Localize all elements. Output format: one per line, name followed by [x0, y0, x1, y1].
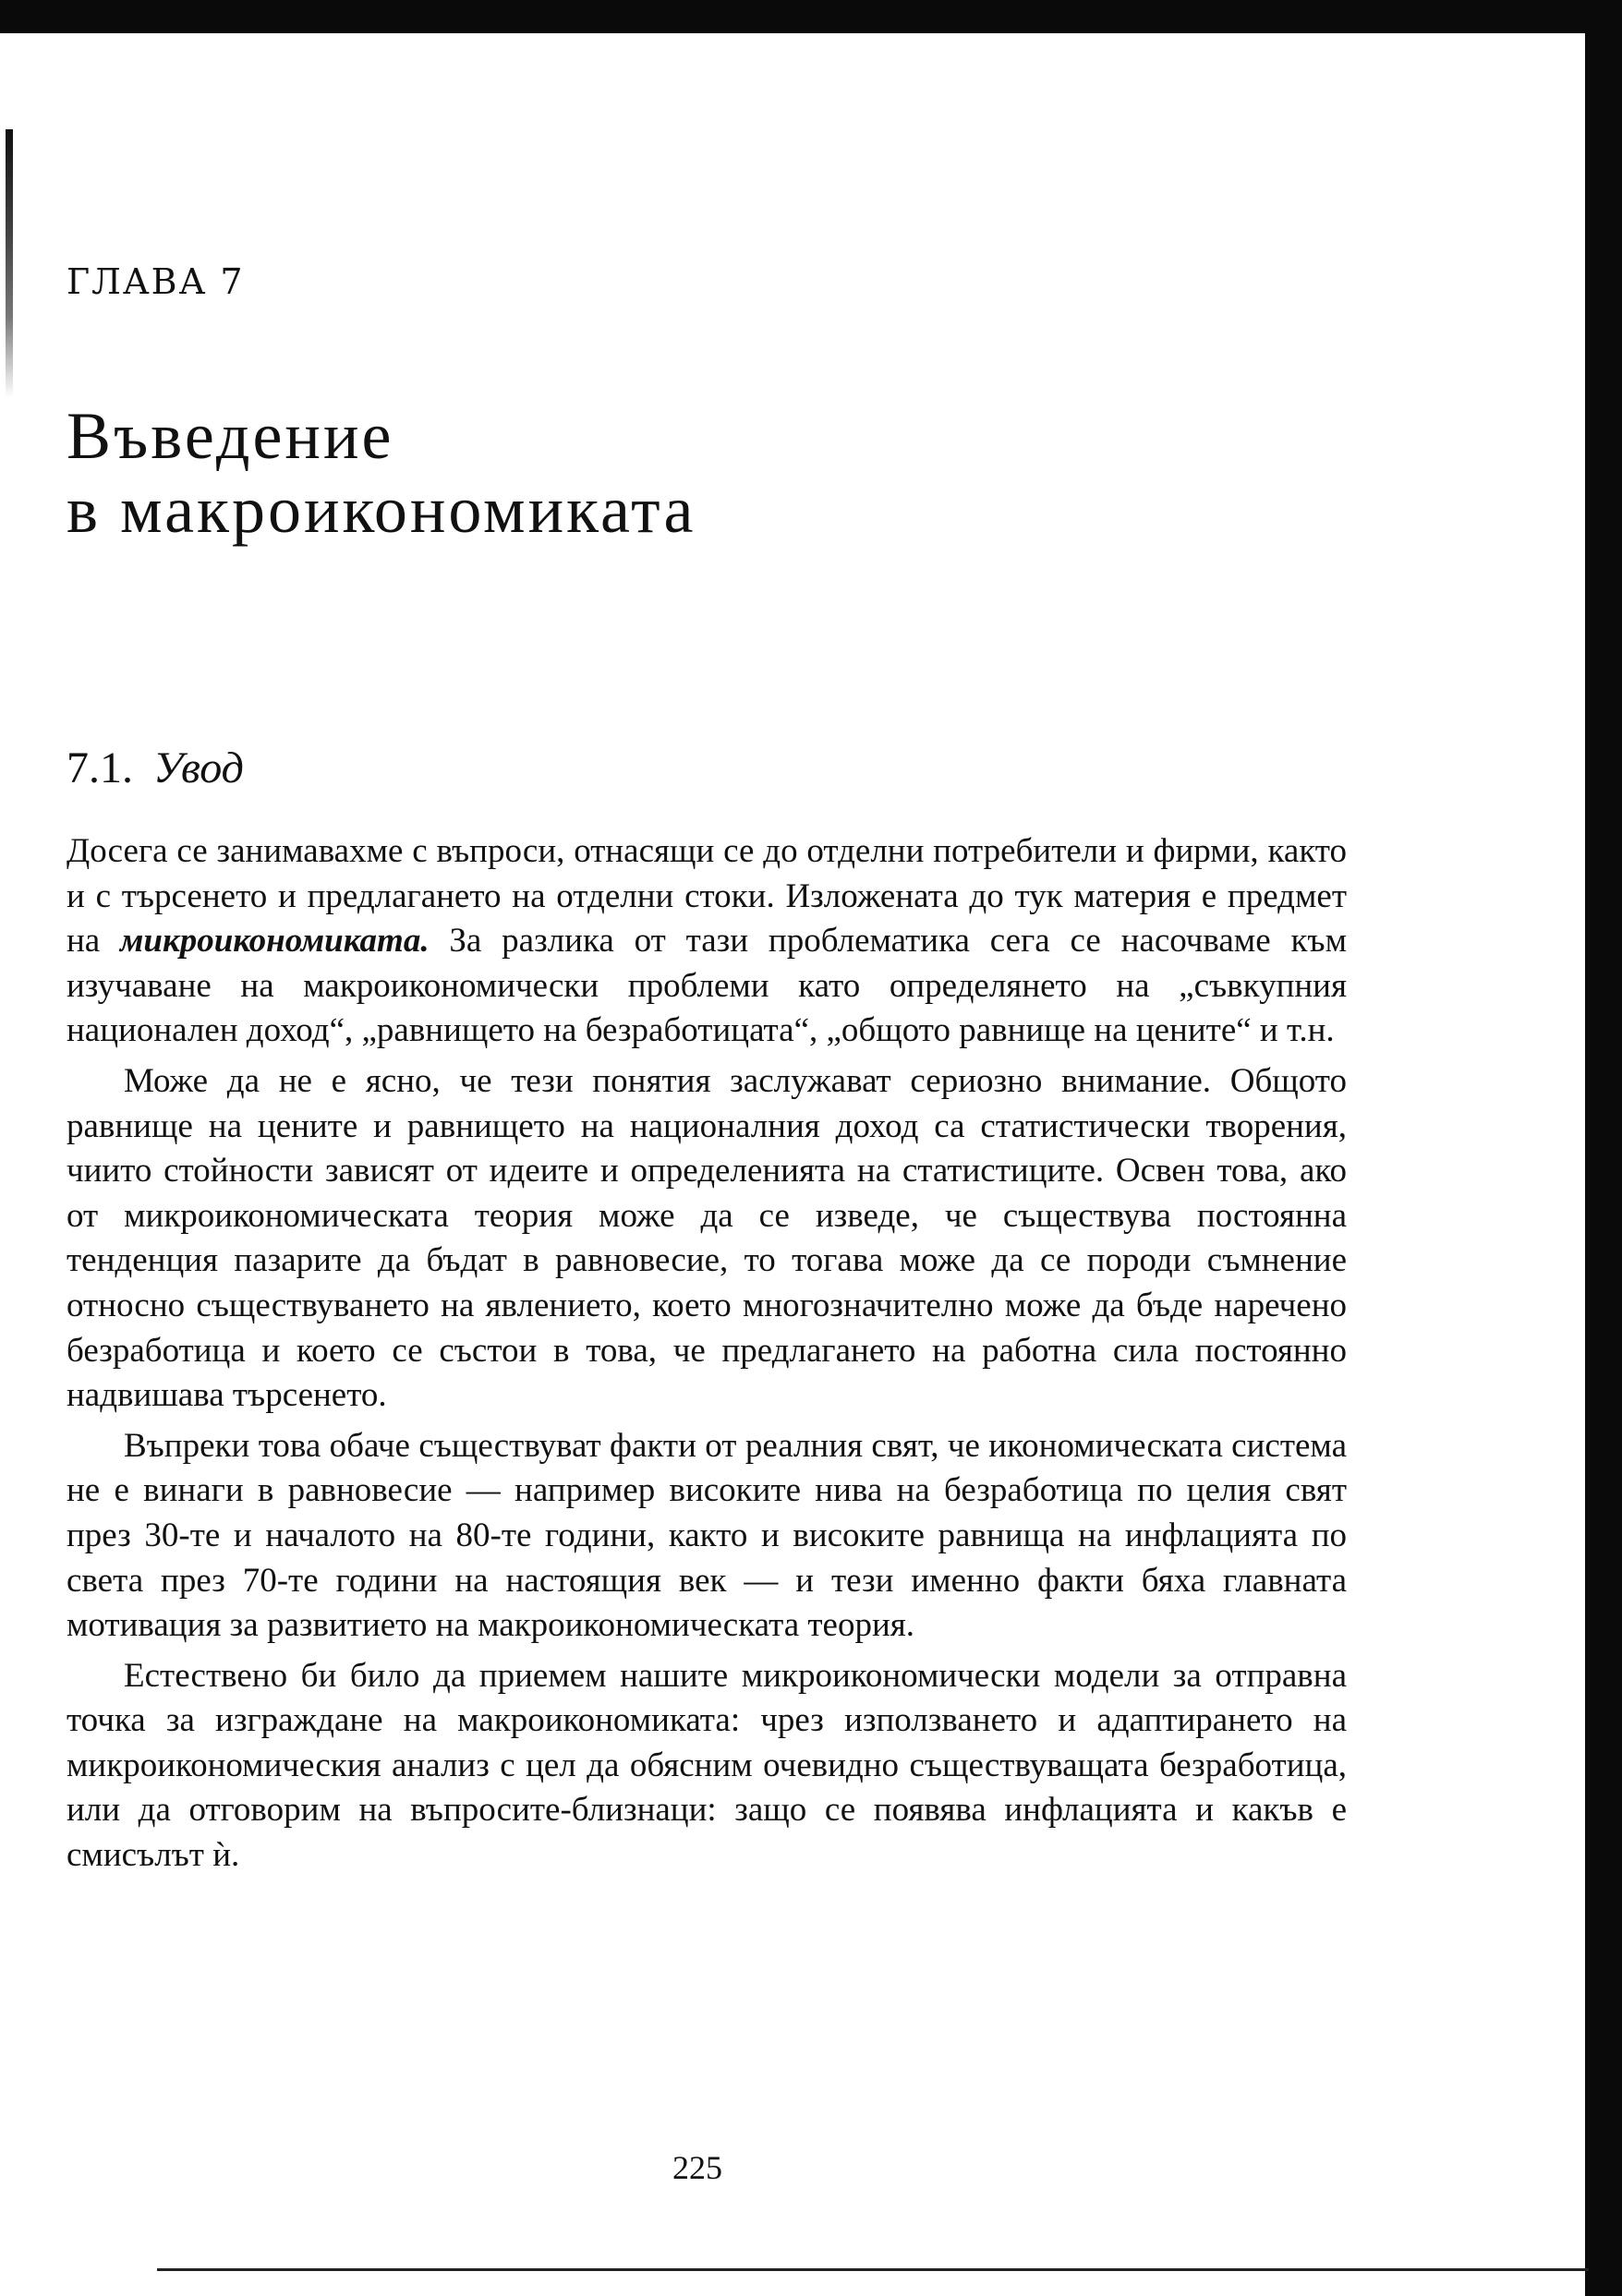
scan-left-mark [6, 129, 13, 397]
chapter-title-line-2: в макроикономиката [67, 473, 696, 547]
chapter-title-line-1: Въведение [67, 399, 394, 473]
page-number: 225 [672, 2149, 722, 2186]
paragraph-2: Може да не е ясно, че тези понятия заслужават сериозно внимание. Общото равнище на цените и равнището на националния доход са статистически творения, чиито стойности зависят от идеите и определенията на статистиците. Освен това, ако от микроикономическата теория може да се изведе, че съществува постоянна тенденция пазарите да бъдат в равновесие, то тогава може да се породи съмнение относно съществуването на явлението, което многозначително може да бъде наречено безработица и което се състои в това, че предлагането на работна сила постоянно надвишава търсенето. [67, 1061, 1347, 1415]
paragraph-4: Естествено би било да приемем нашите микроикономически модели за отправна точка за изграждане на макроикономиката: чрез използването и адаптирането на микроикономическия анализ с цел да обясним очевидно съществуващата безработица, или да отговорим на въпросите-близнаци: защо се появява инфлацията и какъв е смисълът ѝ. [67, 1656, 1347, 1875]
paragraph-1-start: Досега се занимавахме с въпроси, отнасящи се до отделни потребители и фирми, както и с търсенето и предлагането на отделни стоки. Изложената до тук материя е предмет на [67, 832, 1347, 961]
paragraph-1-emphasis: микроикономиката. [120, 922, 430, 961]
section-number: 7.1. [67, 743, 133, 792]
section-title: Увод [153, 743, 244, 792]
scan-top-border [0, 0, 1622, 33]
bottom-rule [157, 2268, 1589, 2271]
paragraph-3: Въпреки това обаче съществуват факти от реалния свят, че икономическата система не е винаги в равновесие — например високите нива на безработица по целия свят през 30-те и началото на 80-те години, както и високите равнища на инфлацията по света през 70-те години на настоящия век — и тези именно факти бяха главната мотивация за развитието на макроикономическата теория. [67, 1426, 1347, 1645]
scan-right-border [1585, 0, 1622, 2296]
paragraph-1-end: За разлика от тази проблематика сега се насочваме към изучаване на макроикономически проблеми като определянето на „съвкупния национален доход“, „равнището на безработицата“, „общото равнище на цените“ и т.н. [67, 922, 1347, 1050]
section-heading [67, 743, 244, 792]
paragraph-1 [67, 829, 1347, 1054]
body-text [67, 829, 1347, 1884]
chapter-label: ГЛАВА 7 [67, 261, 245, 302]
chapter-title [67, 399, 696, 547]
